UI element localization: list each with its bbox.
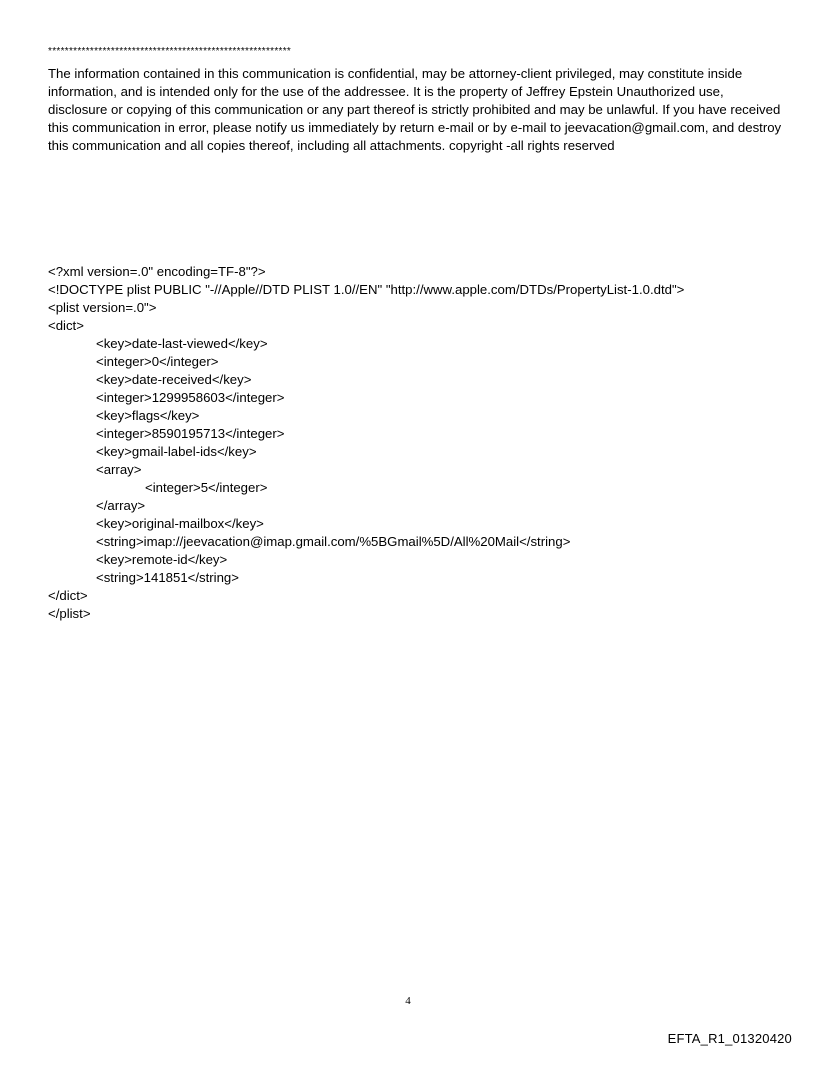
doctype-line: <!DOCTYPE plist PUBLIC "-//Apple//DTD PLIST 1.0//EN" "http://www.apple.com/DTDs/PropertyList-1.0.dtd"> <box>48 282 685 297</box>
plist-code-block <box>48 263 684 623</box>
plist-entry: </array> <box>96 498 146 513</box>
plist-entry: <key>gmail-label-ids</key> <box>96 444 257 459</box>
dict-open-tag: <dict> <box>48 318 84 333</box>
plist-entry: <integer>0</integer> <box>96 354 219 369</box>
document-id: EFTA_R1_01320420 <box>667 1031 792 1046</box>
separator-line: ********************************************************** <box>48 46 292 57</box>
plist-entry: <key>date-received</key> <box>96 372 252 387</box>
plist-entry: <array> <box>96 462 142 477</box>
plist-entry: <string>141851</string> <box>96 570 239 585</box>
plist-entry: <key>original-mailbox</key> <box>96 516 264 531</box>
plist-entry: <key>date-last-viewed</key> <box>96 336 268 351</box>
page-number: 4 <box>405 995 411 1007</box>
plist-entry: <string>imap://jeevacation@imap.gmail.com/%5BGmail%5D/All%20Mail</string> <box>96 534 571 549</box>
plist-entry: <integer>5</integer> <box>145 480 268 495</box>
plist-open-tag: <plist version=.0"> <box>48 300 157 315</box>
plist-entry: <key>remote-id</key> <box>96 552 228 567</box>
plist-entry: <integer>1299958603</integer> <box>96 390 285 405</box>
confidentiality-notice: The information contained in this communication is confidential, may be attorney-client privileged, may constitute inside information, and is intended only for the use of the addressee. It is the property of Jeffrey Epstein Unauthorized use, disclosure or copying of this communication or any part thereof is strictly prohibited and may be unlawful. If you have received this communication in error, please notify us immediately by return e-mail or by e-mail to jeevacation@gmail.com, and destroy this communication and all copies thereof, including all attachments. copyright -all rights reserved <box>48 66 782 153</box>
plist-entry: <integer>8590195713</integer> <box>96 426 285 441</box>
plist-entry: <key>flags</key> <box>96 408 200 423</box>
plist-close-tag: </plist> <box>48 606 91 621</box>
dict-close-tag: </dict> <box>48 588 88 603</box>
xml-declaration: <?xml version=.0" encoding=TF-8"?> <box>48 264 266 279</box>
